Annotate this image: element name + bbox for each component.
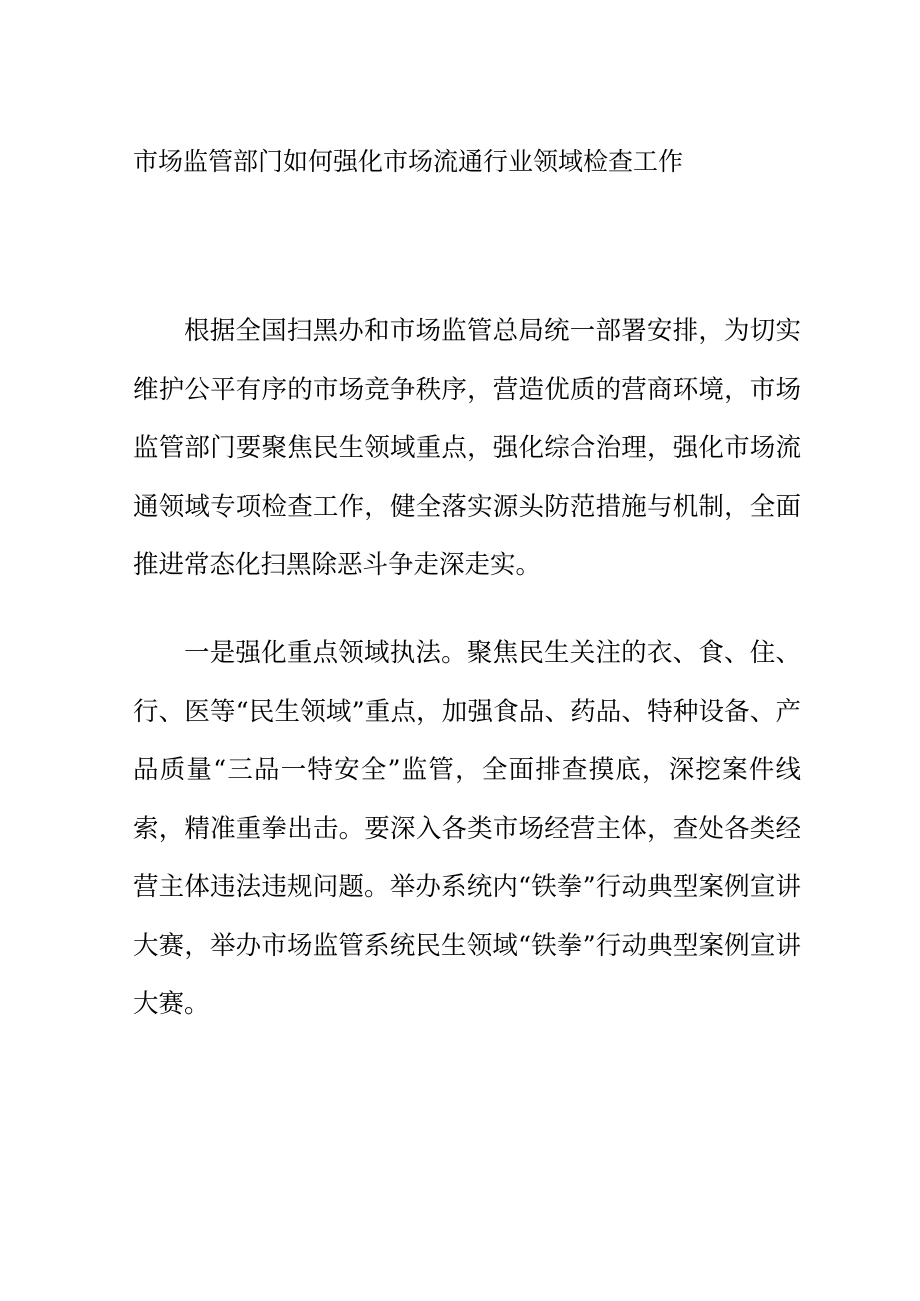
paragraph-intro: 根据全国扫黑办和市场监管总局统一部署安排，为切实维护公平有序的市场竞争秩序，营造优质的营商环境，市场监管部门要聚焦民生领域重点，强化综合治理，强化市场流通领域专项检查工作，健全落实源头防范措施与机制，全面推进常态化扫黑除恶斗争走深走实。 [133,316,801,580]
document-title: 市场监管部门如何强化市场流通行业领域检查工作 [133,147,684,176]
paragraph-point-one: 一是强化重点领域执法。聚焦民生关注的衣、食、住、行、医等“民生领域”重点，加强食品、药品、特种设备、产品质量“三品一特安全”监管，全面排查摸底，深挖案件线索，精准重拳出击。要深入各类市场经营主体，查处各类经营主体违法违规问题。举办系统内“铁拳”行动典型案例宣讲大赛，举办市场监管系统民生领域“铁拳”行动典型案例宣讲大赛。 [133,638,801,1019]
